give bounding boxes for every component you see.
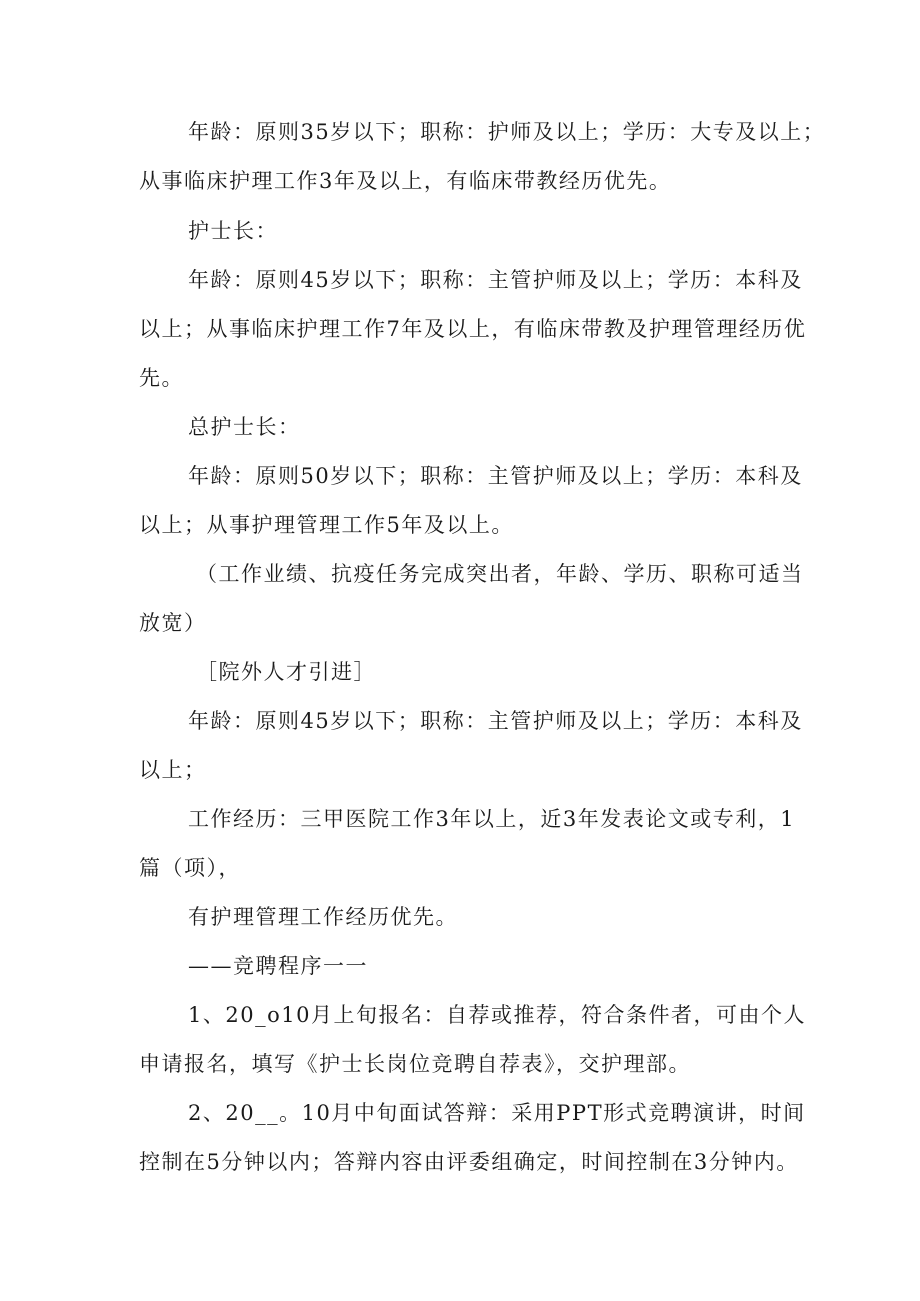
- text-line-work-experience-continuation: 篇（项），: [139, 856, 241, 880]
- text-line-experience-chief-nurse: 以上；从事护理管理工作5年及以上。: [139, 513, 514, 537]
- text-line-step-1: 1、20_o10月上旬报名：自荐或推荐，符合条件者，可由个人: [188, 1003, 806, 1027]
- text-line-experience-head-nurse: 以上；从事临床护理工作7年及以上，有临床带教及护理管理经历优: [139, 317, 807, 341]
- text-line-step-2: 2、20__。10月中旬面试答辩：采用PPT形式竞聘演讲，时间: [188, 1101, 806, 1125]
- text-line-age-nurse: 年龄：原则35岁以下；职称：护师及以上；学历：大专及以上；: [188, 120, 826, 144]
- text-line-note: （工作业绩、抗疫任务完成突出者，年龄、学历、职称可适当: [196, 562, 804, 586]
- text-line-experience-nurse: 从事临床护理工作3年及以上，有临床带教经历优先。: [139, 169, 672, 193]
- text-line-note-continuation: 放宽）: [139, 611, 207, 635]
- text-line-age-head-nurse: 年龄：原则45岁以下；职称：主管护师及以上；学历：本科及: [188, 268, 803, 292]
- section-heading-head-nurse: 护士长：: [188, 219, 278, 243]
- text-line-step-2-continuation: 控制在5分钟以内；答辩内容由评委组确定，时间控制在3分钟内。: [139, 1150, 799, 1174]
- text-line-continuation: 先。: [139, 366, 184, 390]
- section-heading-chief-nurse: 总护士长：: [188, 415, 301, 439]
- text-line-age-chief-nurse: 年龄：原则50岁以下；职称：主管护师及以上；学历：本科及: [188, 464, 803, 488]
- text-line-age-external-continuation: 以上；: [139, 758, 207, 782]
- section-heading-procedure: ——竞聘程序一一: [188, 954, 368, 978]
- text-line-management-preference: 有护理管理工作经历优先。: [188, 905, 458, 929]
- text-line-work-experience: 工作经历：三甲医院工作3年以上，近3年发表论文或专利，1: [188, 807, 796, 831]
- text-line-step-1-continuation: 申请报名，填写《护士长岗位竞聘自荐表》，交护理部。: [139, 1052, 691, 1076]
- text-line-age-external: 年龄：原则45岁以下；职称：主管护师及以上；学历：本科及: [188, 709, 803, 733]
- section-heading-external-talent: ［院外人才引进］: [196, 660, 376, 684]
